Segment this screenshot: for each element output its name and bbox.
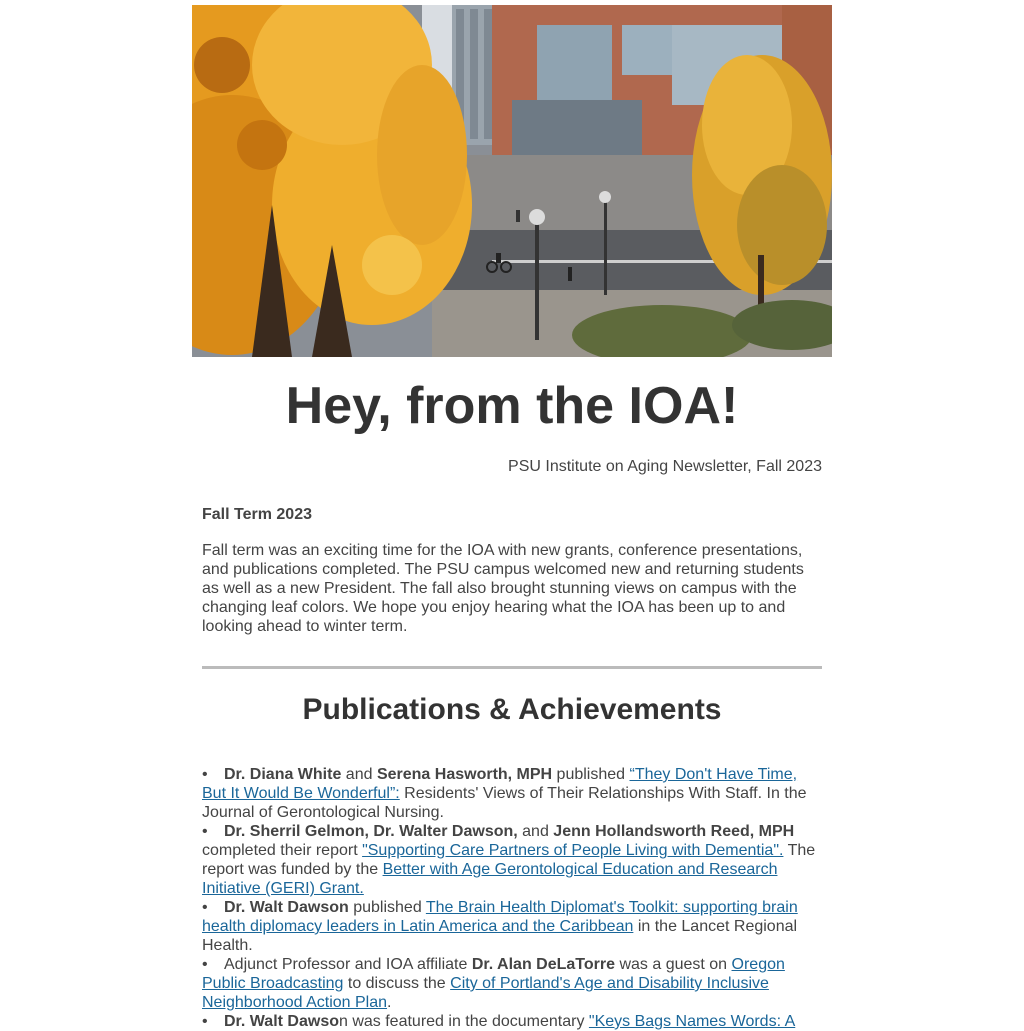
author-name: Dr. Walt Dawson — [224, 899, 349, 916]
author-name: Dr. Diana White — [224, 766, 342, 783]
list-item-text: published — [552, 766, 630, 783]
list-item-text: in the Lancet Regional Health. — [202, 918, 798, 954]
toolkit-link[interactable]: The Brain Health Diplomat's Toolkit: supporting brain health diplomacy leaders in Latin America and the Caribbean — [202, 899, 798, 935]
grant-link[interactable]: Better with Age Gerontological Education and Research Initiative (GERI) Grant. — [202, 861, 778, 897]
publication-link[interactable]: “They Don't Have Time, But It Would Be Wonderful”: — [202, 766, 798, 802]
intro-paragraph: Fall term was an exciting time for the IOA with new grants, conference presentations, and publications completed. The PSU campus welcomed new and returning students as well as a new President. The fall also brought stunning views on campus with the changing leaf colors. We hope you enjoy hearing what the IOA has been up to and looking ahead to winter term. — [202, 542, 804, 635]
list-item-text: and — [517, 823, 554, 840]
section-divider — [202, 666, 822, 669]
autumn-campus-illustration — [192, 5, 832, 357]
list-item — [202, 898, 822, 955]
author-name: Dr. Alan DeLaTorre — [471, 956, 615, 973]
list-item-text: was a guest on — [615, 956, 732, 973]
list-item-text: n was featured in the documentary — [338, 1013, 589, 1030]
author-name: Dr. Sherril Gelmon, Dr. Walter Dawson, — [224, 823, 518, 840]
list-item — [202, 955, 822, 1012]
list-item-text: Adjunct Professor and IOA affiliate — [224, 956, 472, 973]
list-item-text: The report was funded by the — [202, 842, 816, 878]
publications-list — [202, 765, 822, 1031]
action-plan-link[interactable]: City of Portland's Age and Disability Inclusive Neighborhood Action Plan — [202, 975, 769, 1011]
list-item — [202, 822, 822, 898]
list-item — [202, 765, 822, 822]
page-title: Hey, from the IOA! — [285, 377, 739, 435]
publications-heading: Publications & Achievements — [302, 693, 722, 726]
report-link[interactable]: "Supporting Care Partners of People Living with Dementia". — [362, 842, 784, 859]
author-name: Jenn Hollandsworth Reed, MPH — [553, 823, 795, 840]
list-item-text: Residents' Views of Their Relationships With Staff. In the Journal of Gerontological Nursing. — [202, 785, 807, 821]
author-name: Dr. Walt Dawso — [224, 1013, 339, 1030]
list-item-text: published — [348, 899, 426, 916]
author-name: Serena Hasworth, MPH — [376, 766, 553, 783]
newsletter-subtitle: PSU Institute on Aging Newsletter, Fall 2023 — [508, 458, 822, 475]
list-item-text: and — [341, 766, 377, 783]
documentary-link[interactable]: "Keys Bags Names Words: A — [588, 1013, 796, 1030]
list-item-text: completed their report — [202, 842, 363, 859]
list-item — [202, 1012, 822, 1031]
list-item-text: to discuss the — [343, 975, 451, 992]
term-heading: Fall Term 2023 — [202, 506, 312, 523]
list-item-text: . — [387, 994, 392, 1011]
hero-image — [192, 5, 832, 357]
opb-link[interactable]: Oregon Public Broadcasting — [202, 956, 785, 992]
newsletter-body — [202, 505, 822, 1031]
